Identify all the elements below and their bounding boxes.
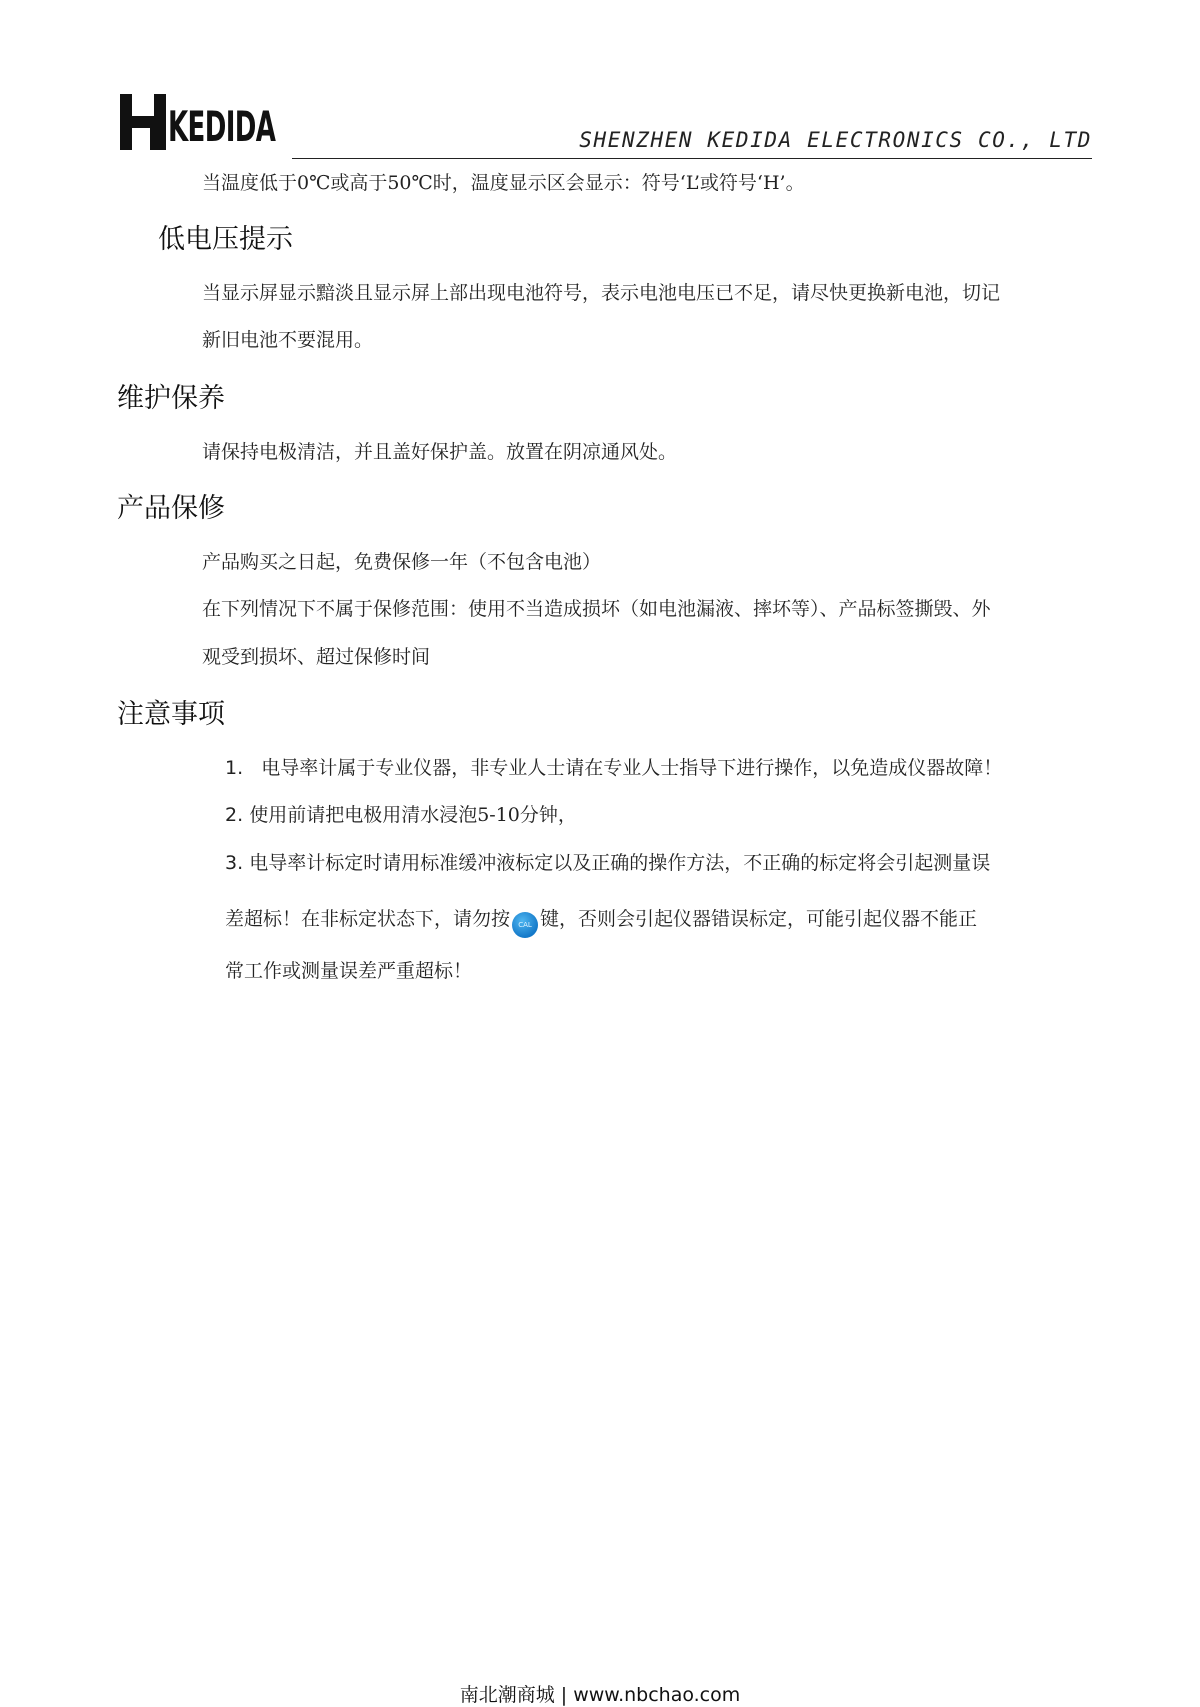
footer-site-link[interactable]: 南北潮商城 | www.nbchao.com <box>459 1684 741 1706</box>
note-item-2-text: 使用前请把电极用清水浸泡5-10分钟， <box>249 804 577 826</box>
warranty-text-line1: 产品购买之日起，免费保修一年（不包含电池） <box>202 551 602 573</box>
note-item-3-line3: 常工作或测量误差严重超标！ <box>225 960 473 982</box>
note-item-1-number: 1. <box>225 757 244 779</box>
note-item-2 <box>225 806 577 825</box>
warranty-text-line2: 在下列情况下不属于保修范围：使用不当造成损坏（如电池漏液、摔坏等）、产品标签撕毁、外 <box>202 598 991 620</box>
header-divider <box>292 158 1092 159</box>
low-voltage-text-line2: 新旧电池不要混用。 <box>202 329 374 351</box>
warranty-text-line3: 观受到损坏、超过保修时间 <box>202 646 431 668</box>
header-company-name: SHENZHEN KEDIDA ELECTRONICS CO., LTD <box>579 128 1092 152</box>
maintenance-heading: 维护保养 <box>117 383 225 414</box>
note-item-3-text-line2b: 键，否则会引起仪器错误标定，可能引起仪器不能正 <box>540 908 978 930</box>
kedida-k-logo-icon <box>120 94 166 150</box>
logo-wordmark: KEDIDA <box>168 102 276 151</box>
note-item-1 <box>225 759 1002 778</box>
note-item-3-text-line1: 电导率计标定时请用标准缓冲液标定以及正确的操作方法，不正确的标定将会引起测量误 <box>249 852 991 874</box>
low-voltage-heading: 低电压提示 <box>158 224 293 255</box>
note-item-3-text-line2a: 差超标！在非标定状态下，请勿按 <box>225 908 511 930</box>
note-item-3-line1 <box>225 854 990 873</box>
low-voltage-text-line1: 当显示屏显示黯淡且显示屏上部出现电池符号，表示电池电压已不足，请尽快更换新电池，切记 <box>202 282 1001 304</box>
notes-heading: 注意事项 <box>117 699 225 730</box>
temperature-note: 当温度低于0℃或高于50℃时，温度显示区会显示：符号‘L’或符号‘H’。 <box>202 172 805 194</box>
note-item-1-text: 电导率计属于专业仪器，非专业人士请在专业人士指导下进行操作，以免造成仪器故障！ <box>261 757 1003 779</box>
maintenance-text: 请保持电极清洁，并且盖好保护盖。放置在阴凉通风处。 <box>202 441 678 463</box>
warranty-heading: 产品保修 <box>117 493 225 524</box>
company-logo <box>120 94 295 150</box>
note-item-3-line2 <box>225 910 977 938</box>
note-item-2-number: 2. <box>225 804 244 826</box>
note-item-3-number: 3. <box>225 852 244 874</box>
cal-key-icon: CAL <box>512 912 538 938</box>
